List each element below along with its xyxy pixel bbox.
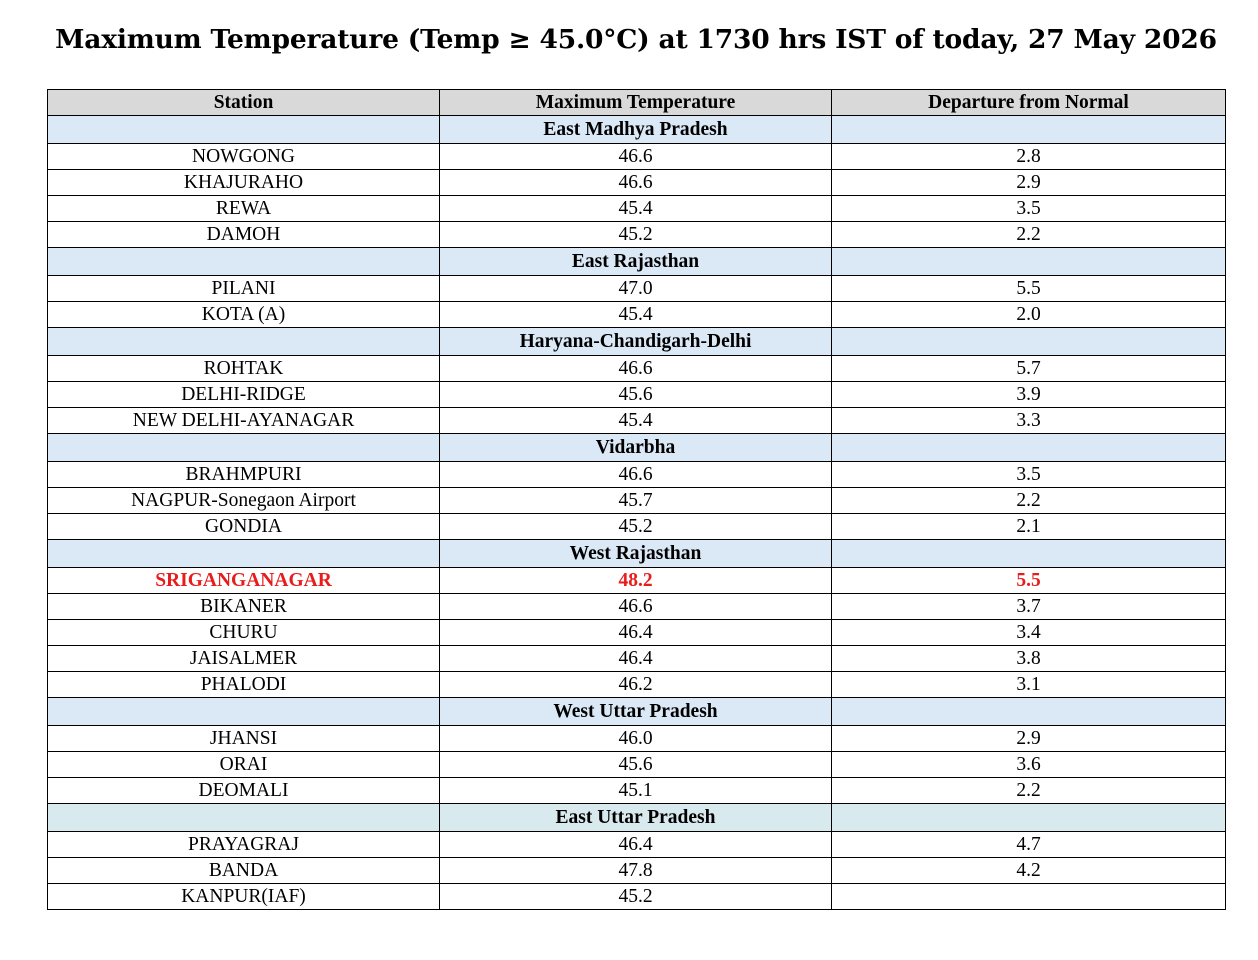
station-cell: JAISALMER	[48, 646, 440, 672]
station-cell: NAGPUR-Sonegaon Airport	[48, 488, 440, 514]
table-row	[48, 276, 1226, 302]
station-cell: KOTA (A)	[48, 302, 440, 328]
region-row	[48, 328, 1226, 356]
region-empty-cell	[832, 540, 1226, 568]
max-temperature-cell: 46.4	[440, 620, 832, 646]
max-temperature-cell: 46.6	[440, 462, 832, 488]
table-row	[48, 832, 1226, 858]
max-temperature-cell: 48.2	[440, 568, 832, 594]
departure-cell: 2.9	[832, 170, 1226, 196]
station-cell: NOWGONG	[48, 144, 440, 170]
departure-cell: 2.0	[832, 302, 1226, 328]
departure-cell: 2.2	[832, 778, 1226, 804]
table-row	[48, 884, 1226, 910]
region-name: East Rajasthan	[440, 248, 832, 276]
station-cell: BIKANER	[48, 594, 440, 620]
region-name: Vidarbha	[440, 434, 832, 462]
region-empty-cell	[48, 804, 440, 832]
max-temperature-cell: 45.4	[440, 196, 832, 222]
table-row	[48, 726, 1226, 752]
table-row	[48, 620, 1226, 646]
max-temperature-cell: 46.6	[440, 144, 832, 170]
table-row	[48, 462, 1226, 488]
table-row	[48, 196, 1226, 222]
max-temperature-cell: 46.4	[440, 646, 832, 672]
region-name: East Madhya Pradesh	[440, 116, 832, 144]
region-row	[48, 434, 1226, 462]
region-empty-cell	[832, 328, 1226, 356]
table-row	[48, 752, 1226, 778]
departure-cell: 3.3	[832, 408, 1226, 434]
max-temperature-cell: 47.8	[440, 858, 832, 884]
region-row	[48, 248, 1226, 276]
region-name: West Rajasthan	[440, 540, 832, 568]
table-row	[48, 408, 1226, 434]
departure-cell: 5.7	[832, 356, 1226, 382]
page-title: Maximum Temperature (Temp ≥ 45.0°C) at 1730 hrs IST of today, 27 May 2026	[55, 24, 1217, 55]
max-temperature-cell: 46.6	[440, 594, 832, 620]
table-row	[48, 488, 1226, 514]
table-row	[48, 222, 1226, 248]
departure-cell: 3.9	[832, 382, 1226, 408]
table-row	[48, 302, 1226, 328]
max-temperature-cell: 45.2	[440, 222, 832, 248]
station-cell: PHALODI	[48, 672, 440, 698]
region-name: West Uttar Pradesh	[440, 698, 832, 726]
max-temperature-cell: 45.4	[440, 302, 832, 328]
station-cell: DELHI-RIDGE	[48, 382, 440, 408]
table-row	[48, 594, 1226, 620]
station-cell: PRAYAGRAJ	[48, 832, 440, 858]
region-empty-cell	[832, 804, 1226, 832]
departure-cell: 5.5	[832, 568, 1226, 594]
departure-cell: 2.1	[832, 514, 1226, 540]
station-cell: GONDIA	[48, 514, 440, 540]
max-temperature-cell: 45.2	[440, 514, 832, 540]
station-cell: BANDA	[48, 858, 440, 884]
station-cell: CHURU	[48, 620, 440, 646]
region-empty-cell	[832, 434, 1226, 462]
region-empty-cell	[48, 328, 440, 356]
max-temperature-cell: 46.6	[440, 356, 832, 382]
region-empty-cell	[832, 698, 1226, 726]
station-cell: JHANSI	[48, 726, 440, 752]
departure-cell: 4.7	[832, 832, 1226, 858]
max-temperature-cell: 45.6	[440, 752, 832, 778]
departure-cell: 2.2	[832, 222, 1226, 248]
station-cell: BRAHMPURI	[48, 462, 440, 488]
max-temperature-cell: 45.6	[440, 382, 832, 408]
max-temperature-cell: 45.4	[440, 408, 832, 434]
table-row	[48, 382, 1226, 408]
region-empty-cell	[48, 698, 440, 726]
max-temperature-cell: 45.2	[440, 884, 832, 910]
table-row	[48, 170, 1226, 196]
table-row	[48, 646, 1226, 672]
max-temperature-cell: 46.2	[440, 672, 832, 698]
station-cell: SRIGANGANAGAR	[48, 568, 440, 594]
departure-cell: 3.5	[832, 462, 1226, 488]
region-empty-cell	[48, 116, 440, 144]
max-temperature-cell: 46.0	[440, 726, 832, 752]
region-name: Haryana-Chandigarh-Delhi	[440, 328, 832, 356]
station-cell: ROHTAK	[48, 356, 440, 382]
region-row	[48, 116, 1226, 144]
station-cell: NEW DELHI-AYANAGAR	[48, 408, 440, 434]
table-row	[48, 858, 1226, 884]
table-row	[48, 514, 1226, 540]
temperature-table	[47, 89, 1226, 910]
table-row	[48, 568, 1226, 594]
station-cell: KANPUR(IAF)	[48, 884, 440, 910]
table-body	[48, 116, 1226, 910]
region-name: East Uttar Pradesh	[440, 804, 832, 832]
departure-cell: 2.9	[832, 726, 1226, 752]
table-header-row	[48, 90, 1226, 116]
table-row	[48, 672, 1226, 698]
max-temperature-cell: 45.7	[440, 488, 832, 514]
column-header-station: Station	[48, 90, 440, 116]
region-empty-cell	[48, 248, 440, 276]
region-empty-cell	[832, 116, 1226, 144]
region-empty-cell	[832, 248, 1226, 276]
max-temperature-cell: 46.4	[440, 832, 832, 858]
departure-cell: 3.6	[832, 752, 1226, 778]
departure-cell: 4.2	[832, 858, 1226, 884]
departure-cell: 3.8	[832, 646, 1226, 672]
station-cell: DAMOH	[48, 222, 440, 248]
table-row	[48, 778, 1226, 804]
station-cell: ORAI	[48, 752, 440, 778]
max-temperature-cell: 45.1	[440, 778, 832, 804]
region-row	[48, 698, 1226, 726]
table-row	[48, 144, 1226, 170]
station-cell: DEOMALI	[48, 778, 440, 804]
departure-cell: 3.5	[832, 196, 1226, 222]
departure-cell: 2.8	[832, 144, 1226, 170]
departure-cell: 3.7	[832, 594, 1226, 620]
station-cell: REWA	[48, 196, 440, 222]
departure-cell: 3.1	[832, 672, 1226, 698]
max-temperature-cell: 47.0	[440, 276, 832, 302]
column-header-departure: Departure from Normal	[832, 90, 1226, 116]
region-empty-cell	[48, 434, 440, 462]
departure-cell: 2.2	[832, 488, 1226, 514]
departure-cell	[832, 884, 1226, 910]
table-row	[48, 356, 1226, 382]
column-header-max-temperature: Maximum Temperature	[440, 90, 832, 116]
station-cell: PILANI	[48, 276, 440, 302]
departure-cell: 5.5	[832, 276, 1226, 302]
max-temperature-cell: 46.6	[440, 170, 832, 196]
region-empty-cell	[48, 540, 440, 568]
region-row	[48, 540, 1226, 568]
station-cell: KHAJURAHO	[48, 170, 440, 196]
region-row	[48, 804, 1226, 832]
departure-cell: 3.4	[832, 620, 1226, 646]
